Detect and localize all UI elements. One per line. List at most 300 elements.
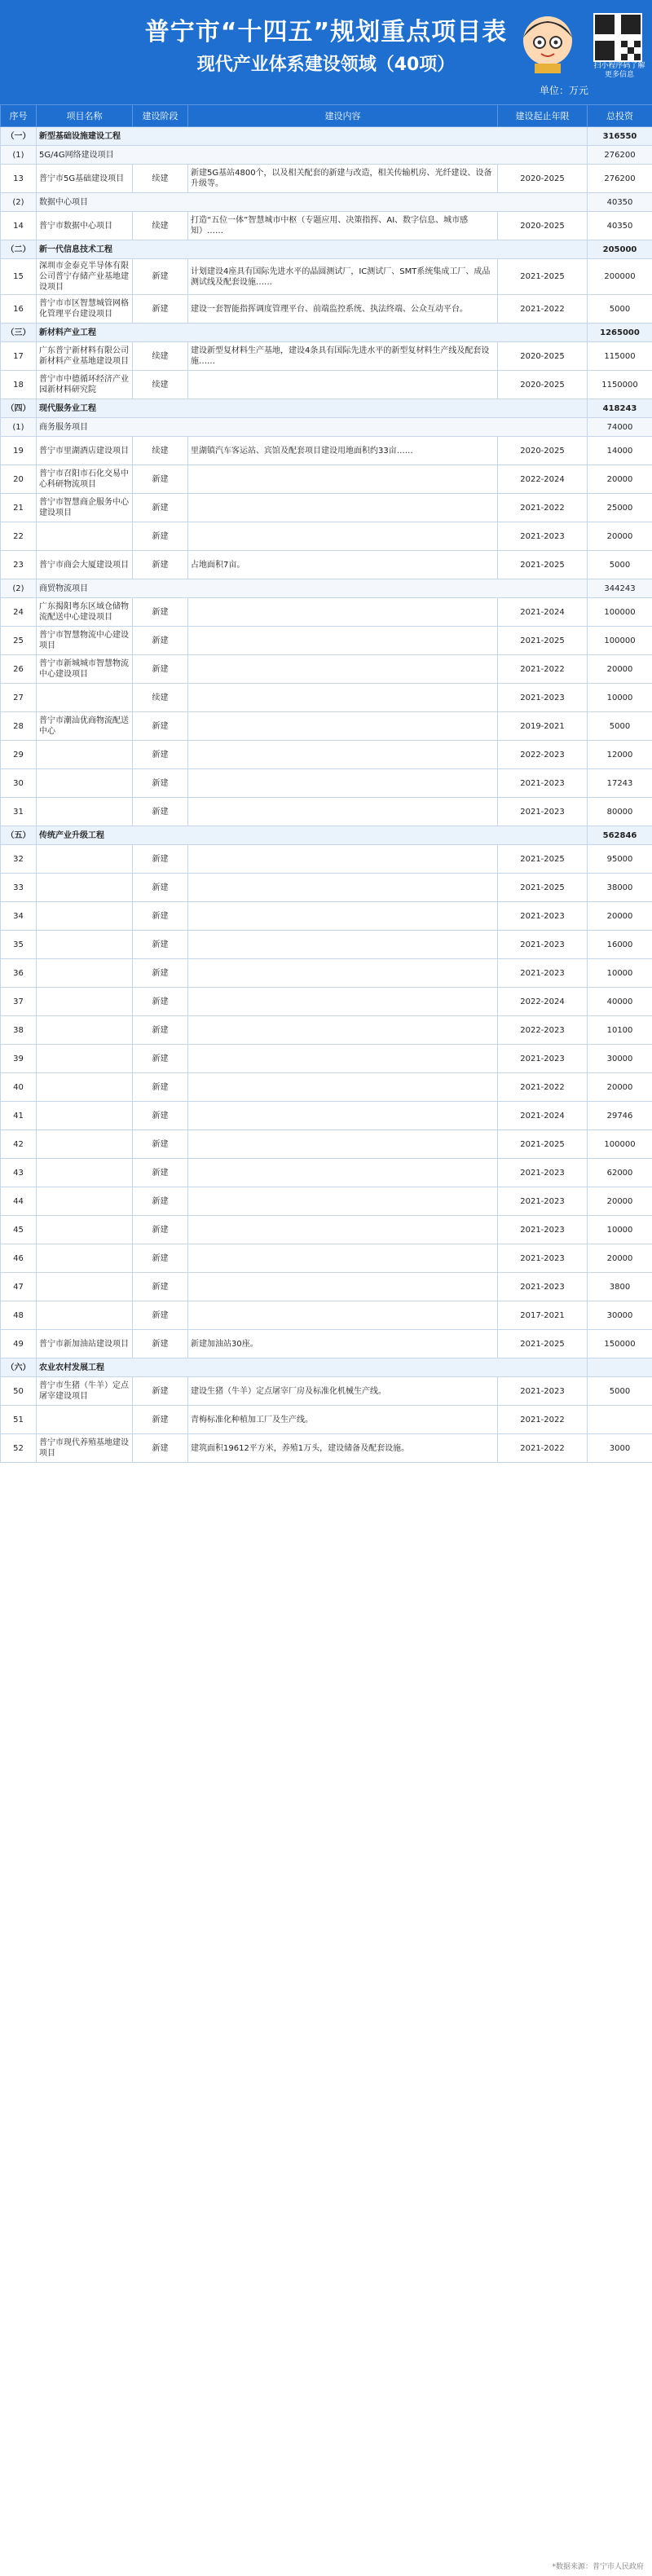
cell-no: 27 (1, 684, 37, 712)
table-row (1, 165, 652, 193)
cell-years: 2021-2025 (498, 627, 588, 655)
cell-total: 10000 (588, 684, 652, 712)
cell-content (188, 988, 498, 1016)
cell-stage: 新建 (133, 741, 188, 769)
cell-stage: 新建 (133, 1216, 188, 1244)
cell-name: 新型基础设施建设工程 (37, 127, 588, 146)
cell-total: 40350 (588, 212, 652, 240)
cell-stage: 新建 (133, 494, 188, 522)
cell-stage: 新建 (133, 1159, 188, 1187)
cell-years: 2021-2022 (498, 295, 588, 324)
cell-years: 2020-2025 (498, 437, 588, 465)
cell-no: （二） (1, 240, 37, 259)
section-row (1, 324, 652, 342)
cell-stage: 新建 (133, 845, 188, 874)
col-header-name: 项目名称 (37, 105, 133, 127)
cell-name: 商贸物流项目 (37, 579, 588, 598)
table-row (1, 295, 652, 324)
data-source-note: *数据来源：普宁市人民政府 (552, 2563, 644, 2571)
cell-content (188, 1216, 498, 1244)
cell-name: 普宁市召阳市石化交易中心科研物流项目 (37, 465, 133, 494)
cell-total: 12000 (588, 741, 652, 769)
table-row (1, 931, 652, 959)
cell-total: 344243 (588, 579, 652, 598)
cell-content: 打造“五位一体”智慧城市中枢（专题应用、决策指挥、AI、数字信息、城市感知）…… (188, 212, 498, 240)
cell-content (188, 769, 498, 798)
cell-content: 新建5G基站4800个，以及相关配套的新建与改造，相关传输机房、光纤建设、设备升级等。 (188, 165, 498, 193)
cell-name (37, 959, 133, 988)
cell-no: 41 (1, 1102, 37, 1130)
cell-years: 2020-2025 (498, 165, 588, 193)
cell-years: 2019-2021 (498, 712, 588, 741)
cell-content: 新建加油站30座。 (188, 1330, 498, 1358)
cell-years: 2021-2024 (498, 1102, 588, 1130)
cell-years: 2021-2025 (498, 845, 588, 874)
cell-stage: 新建 (133, 1244, 188, 1273)
cell-years: 2021-2023 (498, 1273, 588, 1301)
unit-label: 单位：万元 (539, 85, 588, 96)
cell-name: 深圳市金泰克半导体有限公司普宁存储产业基地建设项目 (37, 259, 133, 295)
cell-stage: 新建 (133, 551, 188, 579)
table-row (1, 342, 652, 371)
col-header-stage: 建设阶段 (133, 105, 188, 127)
cell-stage: 新建 (133, 1301, 188, 1330)
cell-stage: 新建 (133, 1045, 188, 1073)
cell-content: 里湖镇汽车客运站、宾馆及配套项目建设用地面积约33亩…… (188, 437, 498, 465)
cell-stage: 新建 (133, 1406, 188, 1434)
cell-total: 20000 (588, 902, 652, 931)
cell-total: 316550 (588, 127, 652, 146)
table-row (1, 1130, 652, 1159)
cell-name: 数据中心项目 (37, 193, 588, 212)
cell-content (188, 798, 498, 826)
cell-total: 10000 (588, 959, 652, 988)
cell-stage: 新建 (133, 1187, 188, 1216)
cell-years: 2021-2025 (498, 259, 588, 295)
cell-no: 30 (1, 769, 37, 798)
cell-no: 37 (1, 988, 37, 1016)
cell-name (37, 684, 133, 712)
cell-content (188, 931, 498, 959)
cell-content: 占地面积7亩。 (188, 551, 498, 579)
cell-total: 5000 (588, 295, 652, 324)
table-row (1, 655, 652, 684)
table-row (1, 798, 652, 826)
cell-name (37, 988, 133, 1016)
cell-stage: 续建 (133, 371, 188, 399)
cell-name (37, 1273, 133, 1301)
cell-no: （六） (1, 1358, 37, 1377)
cell-name: 普宁市中德循环经济产业园新材料研究院 (37, 371, 133, 399)
group-row (1, 193, 652, 212)
cell-stage: 新建 (133, 1377, 188, 1406)
cell-years: 2021-2024 (498, 598, 588, 627)
table-row (1, 1187, 652, 1216)
cell-stage: 新建 (133, 931, 188, 959)
cell-no: 15 (1, 259, 37, 295)
cell-stage: 新建 (133, 1130, 188, 1159)
cell-no: 21 (1, 494, 37, 522)
section-row (1, 399, 652, 418)
table-row (1, 1016, 652, 1045)
cell-name: 商务服务项目 (37, 418, 588, 437)
cell-name: 普宁市市区智慧城管网格化管理平台建设项目 (37, 295, 133, 324)
table-row (1, 712, 652, 741)
cell-name (37, 845, 133, 874)
table-row (1, 494, 652, 522)
cell-name: 普宁市新加油站建设项目 (37, 1330, 133, 1358)
qr-code[interactable] (593, 13, 642, 62)
table-row (1, 1406, 652, 1434)
table-body (1, 127, 652, 1463)
cell-years: 2022-2023 (498, 1016, 588, 1045)
table-row (1, 551, 652, 579)
cell-content (188, 1130, 498, 1159)
cell-years: 2022-2024 (498, 465, 588, 494)
cell-no: 33 (1, 874, 37, 902)
table-row (1, 684, 652, 712)
cell-total: 20000 (588, 1187, 652, 1216)
cell-no: (1) (1, 418, 37, 437)
cell-name (37, 1244, 133, 1273)
cell-no: (2) (1, 193, 37, 212)
cell-content (188, 1187, 498, 1216)
cell-stage: 新建 (133, 655, 188, 684)
cell-total: 74000 (588, 418, 652, 437)
cell-content: 建设一套智能指挥调度管理平台、前端监控系统、执法终端、公众互动平台。 (188, 295, 498, 324)
cell-years: 2021-2023 (498, 959, 588, 988)
mascot-illustration (517, 7, 579, 73)
cell-total: 62000 (588, 1159, 652, 1187)
cell-no: 14 (1, 212, 37, 240)
cell-content (188, 845, 498, 874)
table-row (1, 371, 652, 399)
cell-name: 广东普宁新材料有限公司新材料产业基地建设项目 (37, 342, 133, 371)
cell-name (37, 1016, 133, 1045)
cell-name: 新一代信息技术工程 (37, 240, 588, 259)
cell-years: 2021-2022 (498, 494, 588, 522)
cell-stage: 新建 (133, 798, 188, 826)
qr-caption: 扫小程序码了解更多信息 (593, 62, 645, 79)
cell-content: 计划建设4座具有国际先进水平的晶圆测试厂，IC测试厂、SMT系统集成工厂、成品测试线及配套设施…… (188, 259, 498, 295)
cell-total (588, 1358, 652, 1377)
cell-years: 2022-2024 (498, 988, 588, 1016)
cell-years: 2021-2022 (498, 655, 588, 684)
table-row (1, 1330, 652, 1358)
cell-years: 2021-2023 (498, 769, 588, 798)
cell-no: 45 (1, 1216, 37, 1244)
cell-name (37, 1406, 133, 1434)
cell-content (188, 1016, 498, 1045)
table-row (1, 959, 652, 988)
cell-total: 14000 (588, 437, 652, 465)
col-header-total: 总投资 (588, 105, 652, 127)
cell-name (37, 1073, 133, 1102)
cell-total: 40000 (588, 988, 652, 1016)
cell-total: 20000 (588, 1244, 652, 1273)
cell-name: 新材料产业工程 (37, 324, 588, 342)
cell-total: 20000 (588, 655, 652, 684)
cell-years: 2020-2025 (498, 342, 588, 371)
cell-years: 2021-2023 (498, 1159, 588, 1187)
cell-no: 40 (1, 1073, 37, 1102)
cell-no: 35 (1, 931, 37, 959)
cell-no: 50 (1, 1377, 37, 1406)
cell-name: 普宁市智慧物流中心建设项目 (37, 627, 133, 655)
cell-total: 30000 (588, 1045, 652, 1073)
cell-no: 25 (1, 627, 37, 655)
cell-name: 传统产业升级工程 (37, 826, 588, 845)
cell-stage: 新建 (133, 598, 188, 627)
table-row (1, 988, 652, 1016)
cell-total: 3000 (588, 1434, 652, 1463)
cell-name (37, 1102, 133, 1130)
cell-name: 5G/4G网络建设项目 (37, 146, 588, 165)
cell-content (188, 1102, 498, 1130)
cell-total: 25000 (588, 494, 652, 522)
cell-name: 普宁市现代养殖基地建设项目 (37, 1434, 133, 1463)
cell-no: 18 (1, 371, 37, 399)
cell-total: 5000 (588, 1377, 652, 1406)
table-row (1, 1216, 652, 1244)
cell-name (37, 1045, 133, 1073)
cell-total: 200000 (588, 259, 652, 295)
cell-no: 38 (1, 1016, 37, 1045)
cell-total (588, 1406, 652, 1434)
cell-name (37, 902, 133, 931)
cell-stage: 续建 (133, 684, 188, 712)
cell-name: 广东揭阳粤东区域仓储物流配送中心建设项目 (37, 598, 133, 627)
section-row (1, 240, 652, 259)
cell-years: 2021-2023 (498, 798, 588, 826)
cell-total: 150000 (588, 1330, 652, 1358)
cell-name (37, 931, 133, 959)
cell-no: （四） (1, 399, 37, 418)
table-row (1, 1102, 652, 1130)
cell-no: 48 (1, 1301, 37, 1330)
cell-no: 36 (1, 959, 37, 988)
cell-no: （五） (1, 826, 37, 845)
cell-no: 31 (1, 798, 37, 826)
cell-total: 5000 (588, 712, 652, 741)
cell-years: 2021-2022 (498, 1073, 588, 1102)
table-row (1, 522, 652, 551)
cell-no: 32 (1, 845, 37, 874)
cell-name: 农业农村发展工程 (37, 1358, 588, 1377)
cell-years: 2021-2025 (498, 1130, 588, 1159)
cell-stage: 新建 (133, 1073, 188, 1102)
page-header (0, 0, 652, 104)
cell-no: （一） (1, 127, 37, 146)
cell-total: 10100 (588, 1016, 652, 1045)
cell-stage: 新建 (133, 1102, 188, 1130)
cell-years: 2021-2023 (498, 1216, 588, 1244)
cell-stage: 续建 (133, 165, 188, 193)
cell-stage: 新建 (133, 295, 188, 324)
cell-name (37, 1216, 133, 1244)
cell-total: 5000 (588, 551, 652, 579)
cell-content (188, 1273, 498, 1301)
group-row (1, 579, 652, 598)
cell-name: 普宁市商会大厦建设项目 (37, 551, 133, 579)
cell-name (37, 874, 133, 902)
cell-stage: 新建 (133, 902, 188, 931)
cell-content (188, 371, 498, 399)
table-row (1, 1434, 652, 1463)
cell-total: 20000 (588, 465, 652, 494)
cell-years: 2021-2025 (498, 551, 588, 579)
cell-total: 16000 (588, 931, 652, 959)
cell-stage: 续建 (133, 437, 188, 465)
cell-no: (1) (1, 146, 37, 165)
cell-no: 42 (1, 1130, 37, 1159)
cell-stage: 新建 (133, 465, 188, 494)
table-row (1, 1273, 652, 1301)
col-header-content: 建设内容 (188, 105, 498, 127)
cell-years: 2021-2023 (498, 1045, 588, 1073)
cell-no: 16 (1, 295, 37, 324)
table-row (1, 598, 652, 627)
cell-content (188, 1301, 498, 1330)
cell-name (37, 522, 133, 551)
cell-no: 24 (1, 598, 37, 627)
cell-total: 100000 (588, 598, 652, 627)
cell-name: 普宁市5G基础建设项目 (37, 165, 133, 193)
cell-content (188, 1159, 498, 1187)
cell-no: 52 (1, 1434, 37, 1463)
cell-content (188, 902, 498, 931)
col-header-no: 序号 (1, 105, 37, 127)
cell-stage: 新建 (133, 959, 188, 988)
cell-years: 2022-2023 (498, 741, 588, 769)
cell-no: （三） (1, 324, 37, 342)
cell-total: 20000 (588, 1073, 652, 1102)
cell-no: 13 (1, 165, 37, 193)
cell-name (37, 798, 133, 826)
cell-name: 普宁市里湖酒店建设项目 (37, 437, 133, 465)
cell-content (188, 522, 498, 551)
cell-content (188, 741, 498, 769)
cell-name: 普宁市数据中心项目 (37, 212, 133, 240)
cell-name: 普宁市新城城市智慧物流中心建设项目 (37, 655, 133, 684)
cell-name (37, 1187, 133, 1216)
cell-years: 2017-2021 (498, 1301, 588, 1330)
cell-content (188, 684, 498, 712)
cell-no: 44 (1, 1187, 37, 1216)
table-row (1, 259, 652, 295)
cell-stage: 新建 (133, 627, 188, 655)
cell-name: 普宁市生猪（牛羊）定点屠宰建设项目 (37, 1377, 133, 1406)
cell-years: 2020-2025 (498, 371, 588, 399)
cell-no: 34 (1, 902, 37, 931)
cell-total: 100000 (588, 1130, 652, 1159)
table-row (1, 627, 652, 655)
cell-stage: 新建 (133, 1273, 188, 1301)
cell-years: 2021-2025 (498, 1330, 588, 1358)
cell-content (188, 1045, 498, 1073)
cell-years: 2021-2023 (498, 1244, 588, 1273)
cell-total: 100000 (588, 627, 652, 655)
cell-content (188, 712, 498, 741)
cell-total: 30000 (588, 1301, 652, 1330)
cell-name: 现代服务业工程 (37, 399, 588, 418)
cell-no: 46 (1, 1244, 37, 1273)
cell-no: 23 (1, 551, 37, 579)
cell-content: 建设新型复材料生产基地，建设4条具有国际先进水平的新型复材料生产线及配套设施…… (188, 342, 498, 371)
section-row (1, 127, 652, 146)
cell-stage: 新建 (133, 712, 188, 741)
cell-content (188, 1073, 498, 1102)
cell-years: 2021-2023 (498, 684, 588, 712)
cell-name (37, 1130, 133, 1159)
cell-total: 17243 (588, 769, 652, 798)
project-table (0, 104, 652, 1463)
cell-no: 43 (1, 1159, 37, 1187)
table-row (1, 1045, 652, 1073)
cell-no: 29 (1, 741, 37, 769)
cell-years: 2021-2022 (498, 1434, 588, 1463)
page-subtitle: 现代产业体系建设领域（40项） (196, 55, 456, 75)
cell-total: 38000 (588, 874, 652, 902)
table-header-row (1, 105, 652, 127)
cell-stage: 新建 (133, 522, 188, 551)
cell-content (188, 494, 498, 522)
cell-name (37, 741, 133, 769)
table-row (1, 1244, 652, 1273)
cell-total: 1265000 (588, 324, 652, 342)
cell-total: 20000 (588, 522, 652, 551)
cell-stage: 续建 (133, 342, 188, 371)
section-row (1, 1358, 652, 1377)
cell-stage: 新建 (133, 988, 188, 1016)
cell-years: 2021-2023 (498, 1187, 588, 1216)
cell-total: 1150000 (588, 371, 652, 399)
cell-total: 10000 (588, 1216, 652, 1244)
cell-content (188, 874, 498, 902)
qr-code-icon (595, 15, 641, 60)
cell-stage: 新建 (133, 874, 188, 902)
table-row (1, 1301, 652, 1330)
group-row (1, 146, 652, 165)
cell-name: 普宁市潮汕优商物流配送中心 (37, 712, 133, 741)
cell-no: 26 (1, 655, 37, 684)
table-row (1, 1377, 652, 1406)
cell-content (188, 655, 498, 684)
cell-name (37, 1301, 133, 1330)
cell-stage: 续建 (133, 212, 188, 240)
cell-years: 2021-2025 (498, 874, 588, 902)
cell-no: 28 (1, 712, 37, 741)
cell-content (188, 1244, 498, 1273)
table-row (1, 465, 652, 494)
cell-years: 2020-2025 (498, 212, 588, 240)
cell-years: 2021-2022 (498, 1406, 588, 1434)
cell-years: 2021-2023 (498, 522, 588, 551)
cell-years: 2021-2023 (498, 1377, 588, 1406)
table-row (1, 902, 652, 931)
cell-no: 49 (1, 1330, 37, 1358)
page-title: 普宁市“十四五”规划重点项目表 (144, 18, 508, 46)
table-row (1, 845, 652, 874)
table-row (1, 437, 652, 465)
cell-years: 2021-2023 (498, 931, 588, 959)
cell-content (188, 627, 498, 655)
cell-no: (2) (1, 579, 37, 598)
cell-total: 205000 (588, 240, 652, 259)
cell-years: 2021-2023 (498, 902, 588, 931)
cell-no: 17 (1, 342, 37, 371)
cell-stage: 新建 (133, 1330, 188, 1358)
